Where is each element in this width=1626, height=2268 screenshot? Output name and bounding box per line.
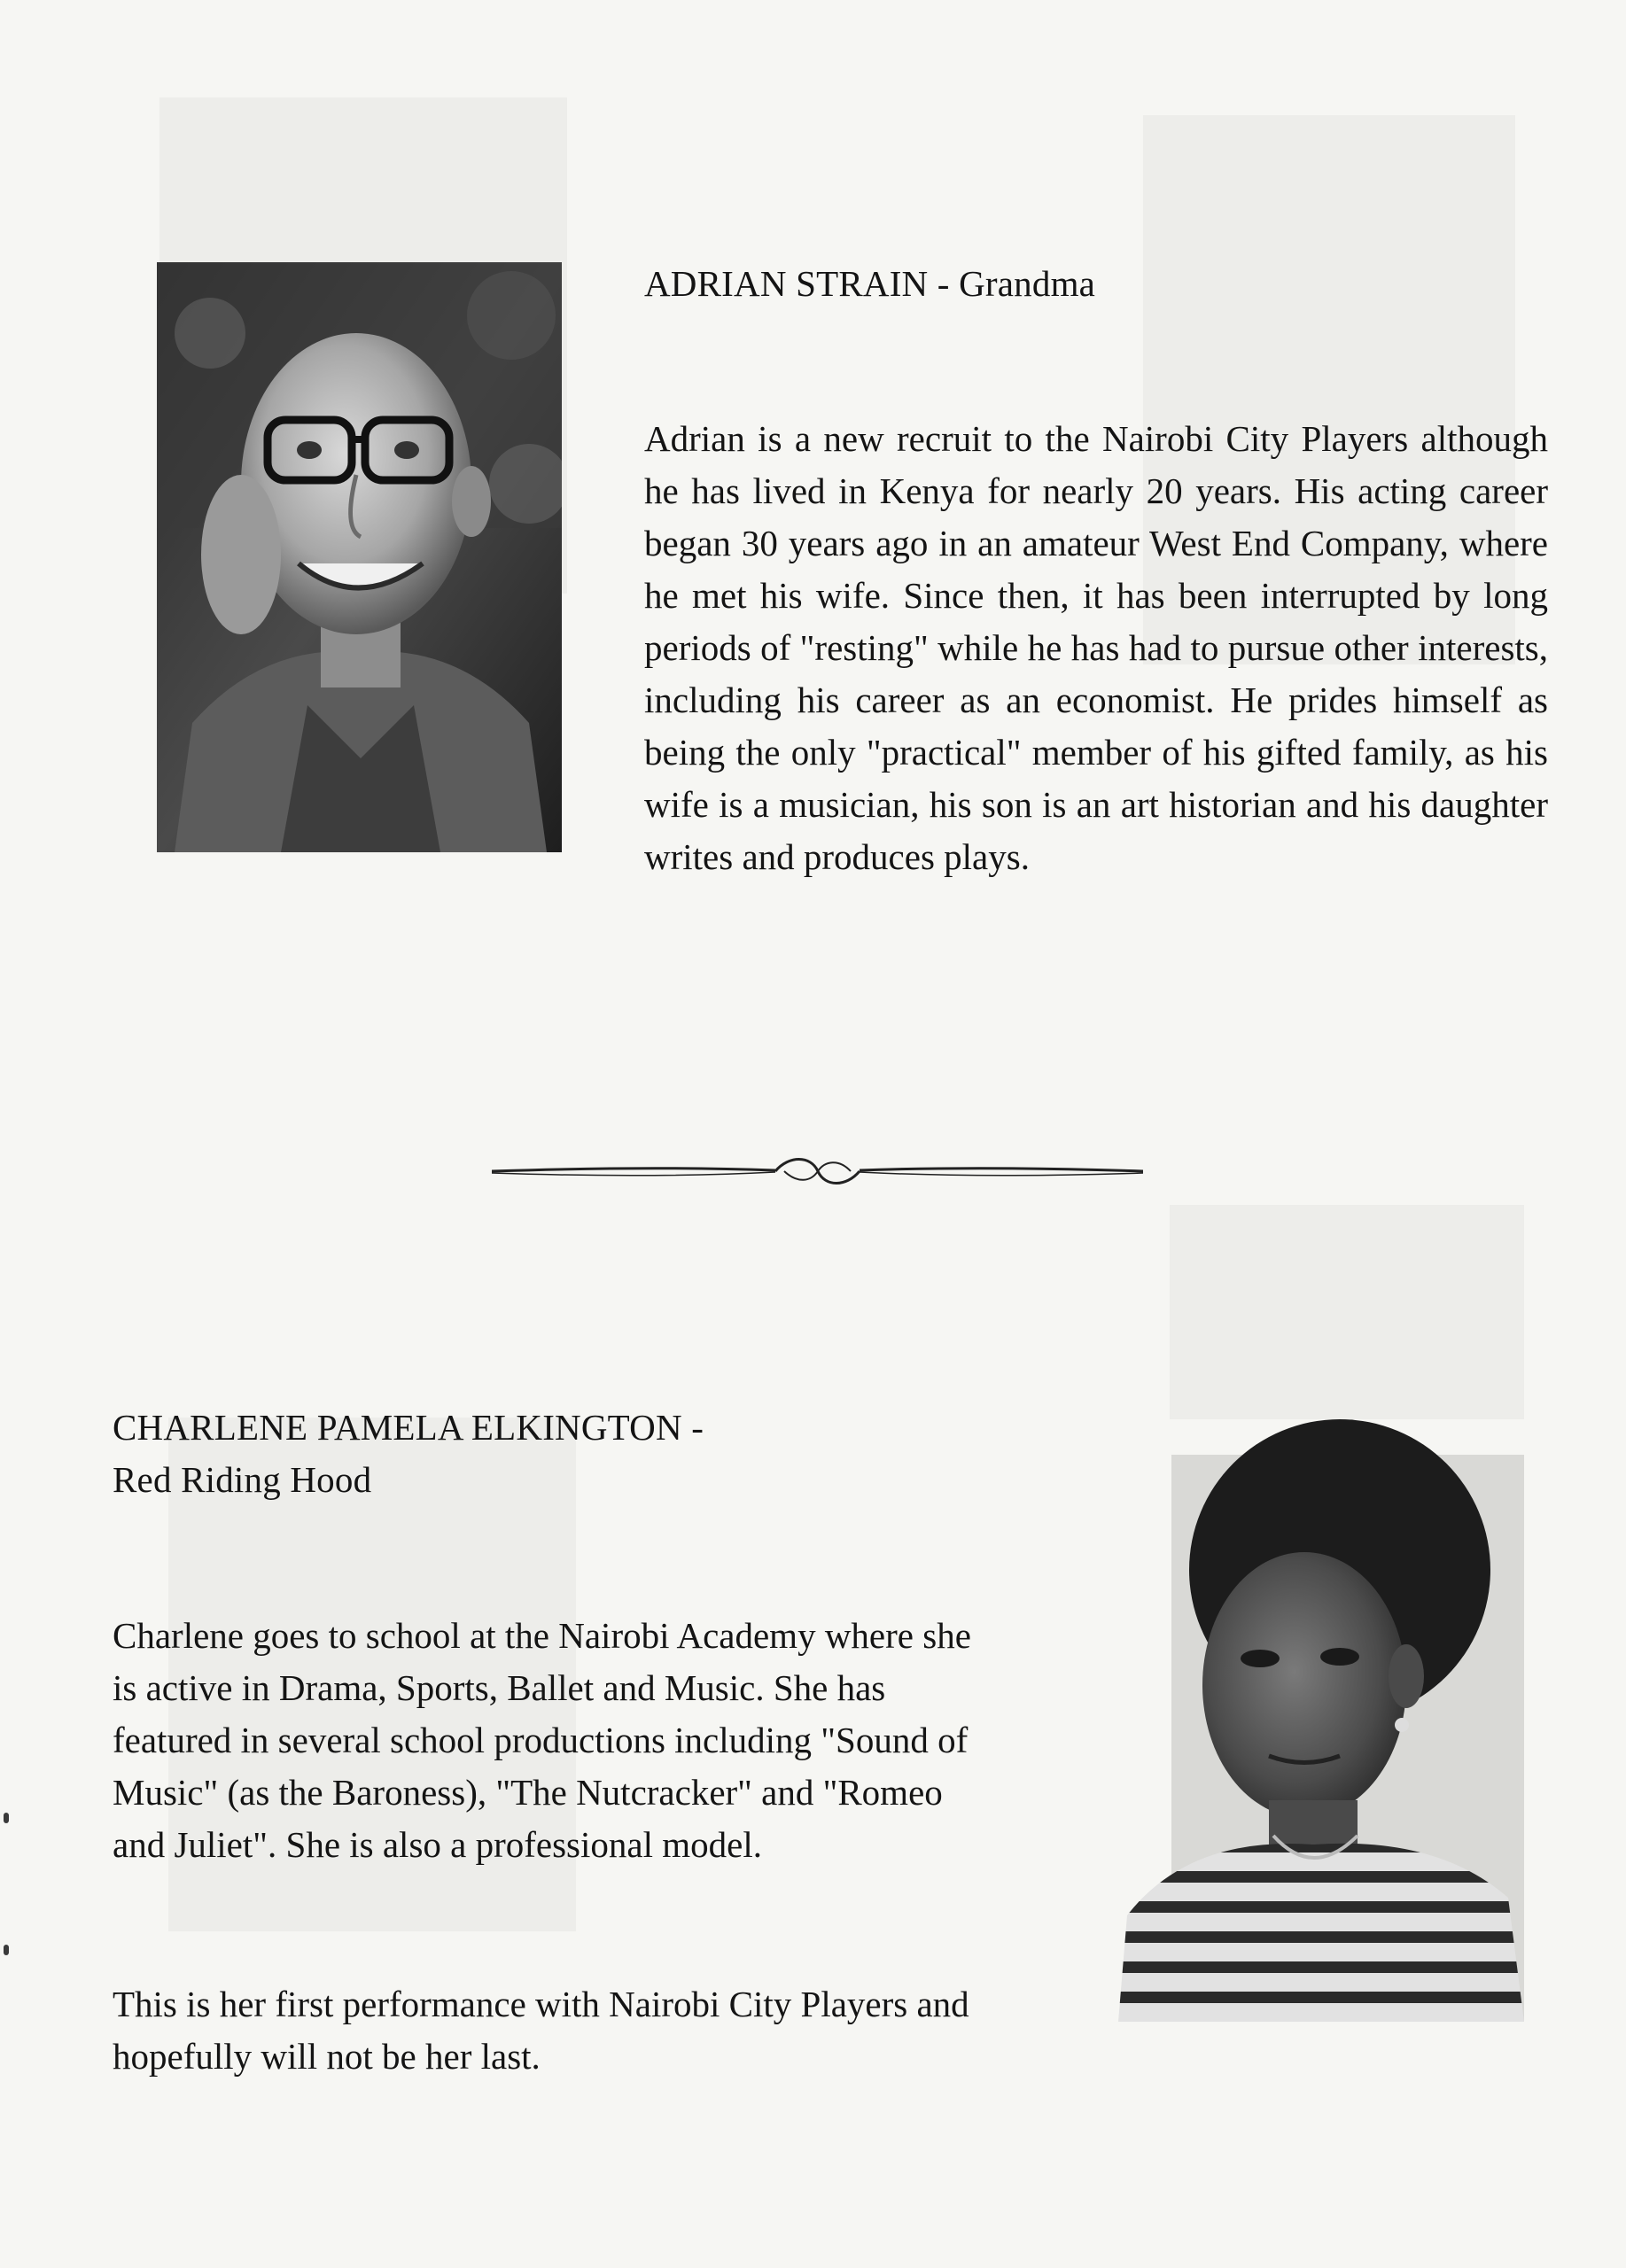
adrian-strain-heading: ADRIAN STRAIN - Grandma bbox=[644, 263, 1096, 304]
adrian-strain-bio: Adrian is a new recruit to the Nairobi City Players although he has lived in Kenya for nearly 20 years. His acting career began 30 years ago in an amateur West End Company, where he met his wife. Since then, it has been interrupted by long periods of "resting" while he has had to pursue other interests, including his career as an economist. He prides himself as being the only "practical" member of his gifted family, as his wife is a musician, his son is an art historian and his daughter writes and produces plays. bbox=[644, 418, 1548, 877]
charlene-elkington-photo bbox=[1118, 1419, 1524, 2022]
adrian-strain-photo bbox=[157, 262, 562, 852]
charlene-elkington-bio-closing: This is her first performance with Nairobi City Players and hopefully will not be her last. bbox=[113, 1984, 969, 2077]
charlene-elkington-heading: CHARLENE PAMELA ELKINGTON - bbox=[113, 1407, 704, 1448]
charlene-elkington-role: Red Riding Hood bbox=[113, 1459, 372, 1500]
page-edge-mark bbox=[4, 1945, 9, 1955]
ornamental-divider bbox=[492, 1152, 1143, 1191]
page-edge-mark bbox=[4, 1813, 9, 1823]
charlene-elkington-bio: Charlene goes to school at the Nairobi Academy where she is active in Drama, Sports, Ballet and Music. She has featured in several school productions including "Sound of Music" (as the Baroness), "The Nutcracker" and "Romeo and Juliet". She is also a professional model. bbox=[113, 1615, 971, 1865]
